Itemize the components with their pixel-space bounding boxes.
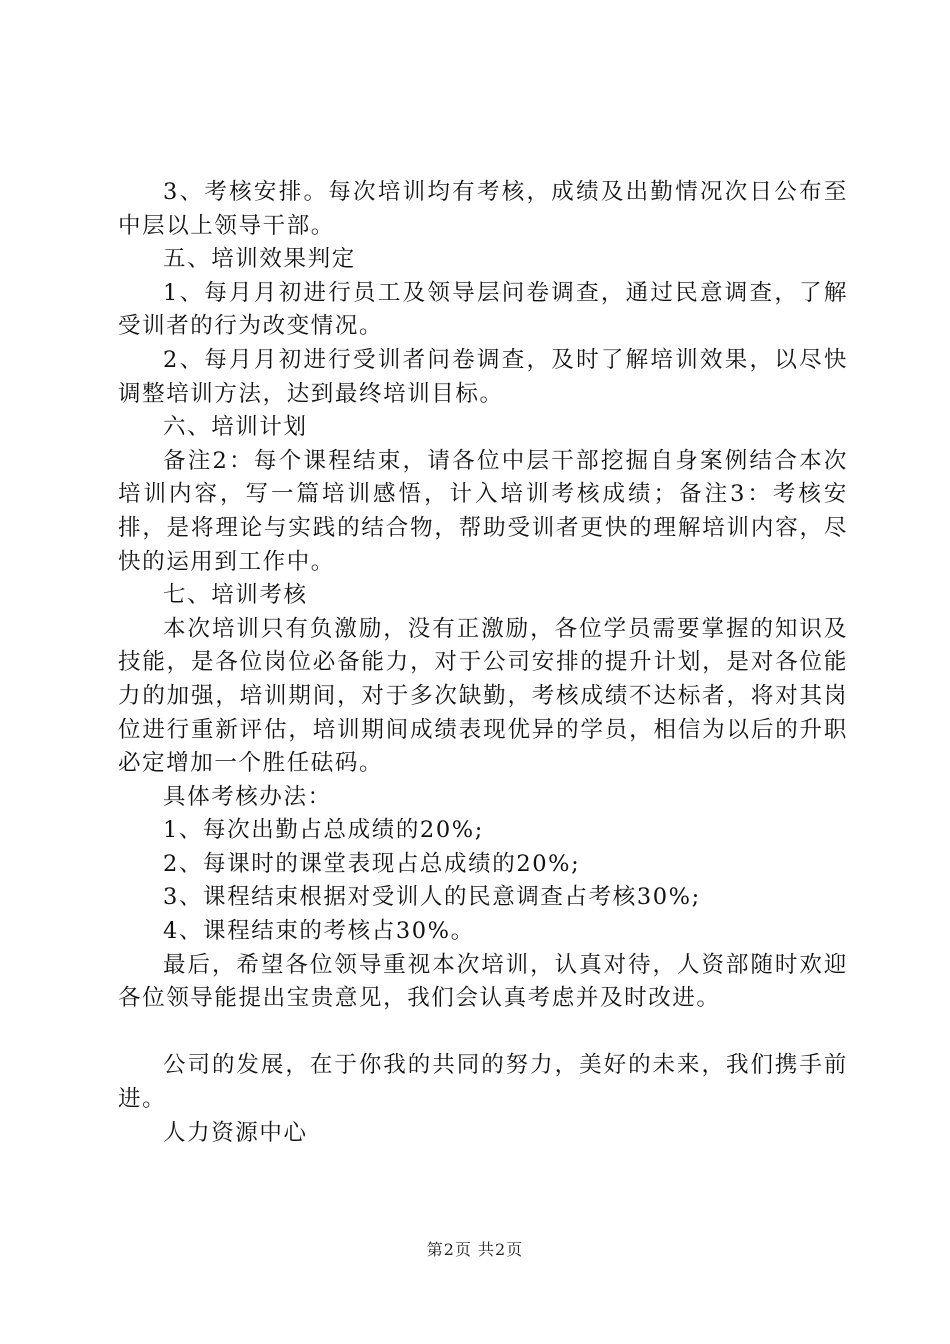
document-body [118, 176, 848, 1150]
section-heading-training-assessment: 七、培训考核 [163, 582, 308, 609]
list-item-final-exam: 4、课程结束的考核占30%。 [163, 918, 475, 945]
paragraph-assessment-arrangement: 3、考核安排。每次培训均有考核，成绩及出勤情况次日公布至中层以上领导干部。 [118, 179, 848, 239]
section-heading-training-plan: 六、培训计划 [163, 414, 308, 441]
paragraph-closing-request: 最后，希望各位领导重视本次培训，认真对待，人资部随时欢迎各位领导能提出宝贵意见，我们会认真考虑并及时改进。 [118, 951, 848, 1012]
signature-department: 人力资源中心 [163, 1119, 308, 1146]
paragraph-closing-slogan: 公司的发展，在于你我的共同的努力，美好的未来，我们携手前进。 [118, 1052, 848, 1113]
paragraph-assessment-method-title: 具体考核办法： [163, 783, 332, 810]
list-item-class-performance: 2、每课时的课堂表现占总成绩的20%; [163, 850, 581, 877]
paragraph-remarks: 备注2：每个课程结束，请各位中层干部挖掘自身案例结合本次培训内容，写一篇培训感悟，计入培训考核成绩；备注3：考核安排，是将理论与实践的结合物，帮助受训者更快的理解培训内容，尽快的运用到工作中。 [118, 447, 848, 575]
paragraph-employee-survey: 1、每月月初进行员工及领导层问卷调查，通过民意调查，了解受训者的行为改变情况。 [118, 279, 848, 340]
section-heading-training-effect: 五、培训效果判定 [163, 246, 356, 273]
page-footer: 第2页 共2页 [426, 1240, 524, 1259]
blank-line [118, 1016, 848, 1050]
paragraph-incentive-policy: 本次培训只有负激励，没有正激励，各位学员需要掌握的知识及技能，是各位岗位必备能力，对于公司安排的提升计划，是对各位能力的加强，培训期间，对于多次缺勤，考核成绩不达标者，将对其岗位进行重新评估，培训期间成绩表现优异的学员，相信为以后的升职必定增加一个胜任砝码。 [118, 615, 848, 777]
list-item-opinion-survey: 3、课程结束根据对受训人的民意调查占考核30%; [163, 884, 701, 911]
paragraph-trainee-survey: 2、每月月初进行受训者问卷调查，及时了解培训效果，以尽快调整培训方法，达到最终培训目标。 [118, 346, 848, 407]
list-item-attendance: 1、每次出勤占总成绩的20%; [163, 817, 484, 844]
